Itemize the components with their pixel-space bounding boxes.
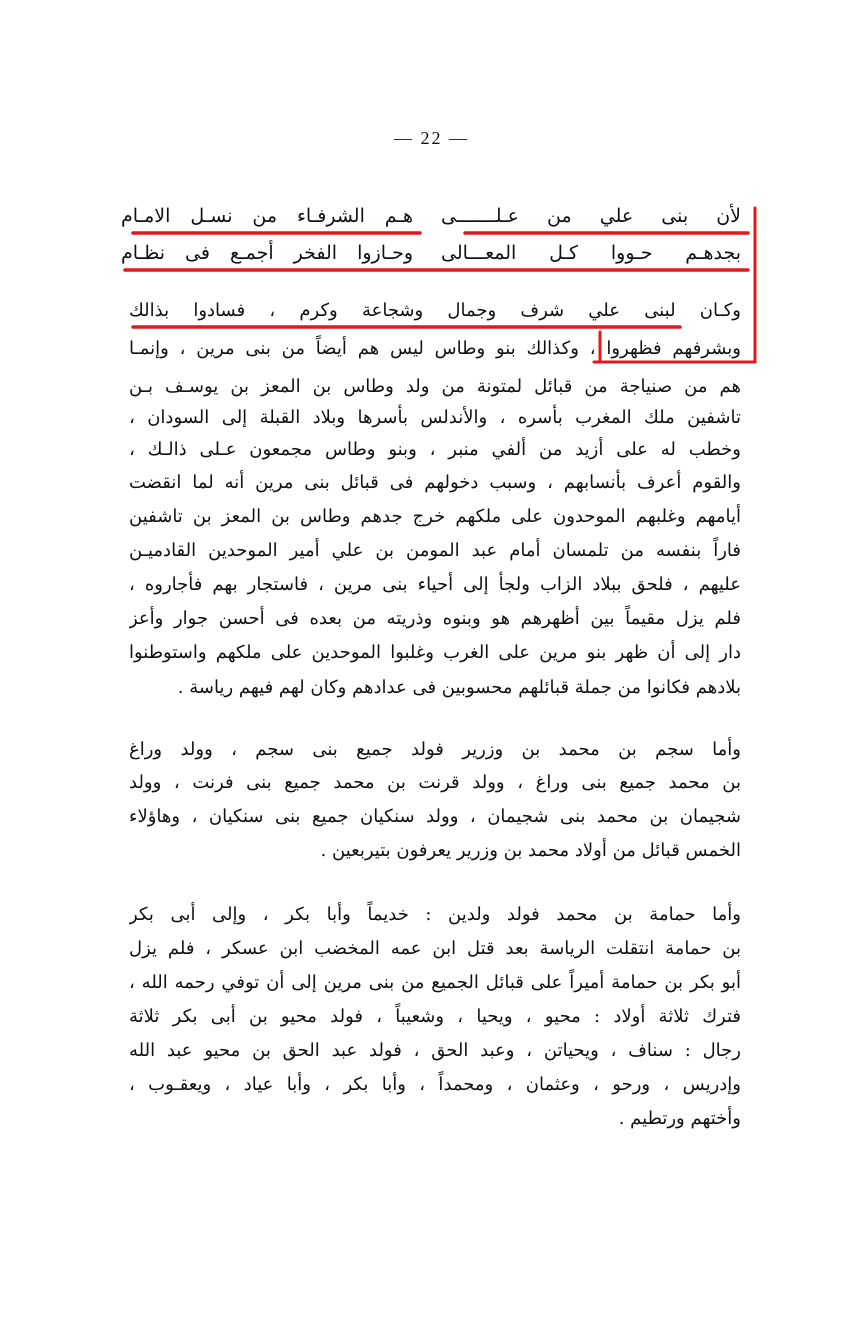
text-line: وأختهم ورتطيم . xyxy=(618,1108,741,1129)
verse-hemistich-first: لأن بنى علي من عـلـــــــى xyxy=(441,205,741,227)
text-line: وأما سجم بن محمد بن وزرير فولد جميع بنى سجم ، وولد وراغ xyxy=(129,739,741,760)
text-line: فاراً بنفسه من تلمسان أمام عبد المومن بن علي أمير الموحدين القادميـن xyxy=(129,540,741,561)
text-line: رجال : سناف ، ويحياتن ، وعبد الحق ، فولد عبد الحق بن محيو عبد الله xyxy=(129,1040,741,1061)
text-line: أبو بكر بن حمامة أميراً على قبائل الجميع من بنى مرين إلى أن توفي رحمه الله ، xyxy=(129,972,741,993)
verse-line xyxy=(121,236,741,270)
text-line: دار إلى أن ظهر بنو مرين على الغرب وغلبوا الموحدين على ملكهم واستوطنوا xyxy=(129,642,741,663)
text-line: وبشرفهم فظهروا ، وكذالك بنو وطاس ليس هم أيضاً من بنى مرين ، وإنمـا xyxy=(129,338,741,359)
text-line: بن محمد جميع بنى وراغ ، وولد قرنت بن محمد جميع بنى فرنت ، وولد xyxy=(129,772,741,793)
text-line: الخمس قبائل من أولاد محمد بن وزرير يعرفون بتيربعين . xyxy=(320,840,741,861)
text-line: وإدريس ، ورحو ، وعثمان ، ومحمداً ، وأبا بكر ، وأبا عياد ، ويعقـوب ، xyxy=(129,1074,741,1095)
text-line: هم من صنياجة من قبائل لمتونة من ولد وطاس بن المعز بن يوسـف بـن xyxy=(129,376,741,397)
text-line: والقوم أعرف بأنسابهم ، وسبب دخولهم فى قبائل بنى مرين أنه لما انقضت xyxy=(129,472,741,493)
text-line: فترك ثلاثة أولاد : محيو ، ويحيا ، وشعيباً ، فولد محيو بن أبى بكر ثلاثة xyxy=(129,1006,741,1027)
text-line: وخطب له على أزيد من ألفي منبر ، وبنو وطاس مجمعون عـلى ذالـك ، xyxy=(129,439,741,460)
text-line: فلم يزل مقيماً بين أظهرهم هو وبنوه وذريته من بعده فى أحسن جوار وأعز xyxy=(129,608,741,629)
verse-line xyxy=(121,199,741,233)
verse-hemistich-second: هـم الشرفـاء من نسـل الامـام xyxy=(121,205,413,227)
text-line: أيامهم وغلبهم الموحدون على ملكهم خرج جدهم وطاس بن المعز بن تاشفين xyxy=(129,506,741,527)
text-line: وكـان لبنى علي شرف وجمال وشجاعة وكرم ، فسادوا بذالك xyxy=(129,300,741,321)
verse-hemistich-first: بجدهـم حـووا كـل المعـــالى xyxy=(441,242,741,264)
text-line: تاشفين ملك المغرب بأسره ، والأندلس بأسرها وبلاد القبلة إلى السودان ، xyxy=(129,407,741,428)
text-line: بلادهم فكانوا من جملة قبائلهم محسوبين فى عدادهم وكان لهم فيهم رياسة . xyxy=(177,677,741,698)
verse-hemistich-second: وحـازوا الفخر أجمـع فى نظـام xyxy=(121,242,413,264)
page-number: — 22 — xyxy=(394,128,469,148)
text-line: بن حمامة انتقلت الرياسة بعد قتل ابن عمه المخضب ابن عسكر ، فلم يزل xyxy=(129,938,741,959)
text-line: عليهم ، فلحق ببلاد الزاب ولجأ إلى أحياء بنى مرين ، فاستجار بهم فأجاروه ، xyxy=(129,574,741,595)
text-line: شجيمان بن محمد بنى شجيمان ، وولد سنكيان جميع بنى سنكيان ، وهاؤلاء xyxy=(129,806,741,827)
text-line: وأما حمامة بن محمد فولد ولدين : خديماً وأبا بكر ، وإلى أبى بكر xyxy=(129,904,741,925)
